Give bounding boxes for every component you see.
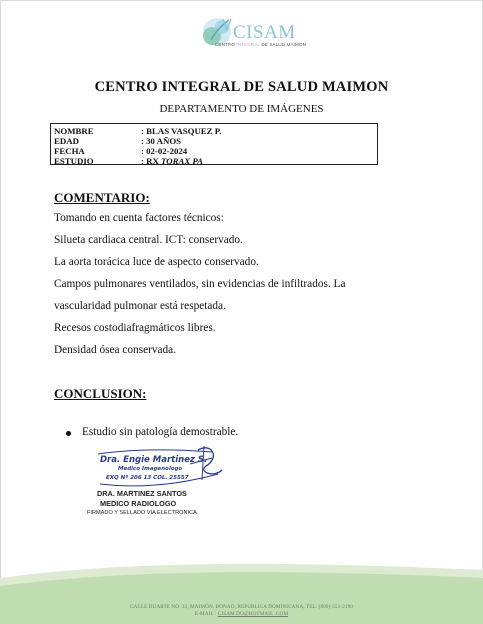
tagline-start: CENTRO [215,42,237,47]
signer-name: DRA. MARTINEZ SANTOS [97,489,187,498]
field-label: ESTUDIO [54,156,94,166]
field-value [141,156,203,166]
comment-line: Recesos costodiafragmáticos libres. [54,322,216,334]
stamp-ids: EXQ Nº 206 13 COL. 25557 [106,475,189,481]
signature-note: FIRMADO Y SELLADO VIA ELECTRONICA [87,510,197,516]
tagline-end: DE SALUD MAIMON [259,42,306,47]
cisam-logo [193,10,305,56]
comment-heading: COMENTARIO: [54,190,150,205]
department-title: DEPARTAMENTO DE IMÁGENES [159,103,324,115]
logo-brand: CISAM [233,22,296,43]
comment-line: Tomando en cuenta factores técnicos: [54,212,224,224]
field-value: : 30 AÑOS [141,136,182,146]
footer-address: CALLE DUARTE NO. 33, MAIMÓN, BONAO, REPUBLICA DOMINICANA, TEL: (809)-551-2190 [130,604,353,610]
signature-stamp [94,444,230,492]
stamp-role: Medico Imagenologo [118,466,183,472]
comment-line: Densidad ósea conservada. [54,344,177,356]
comment-line: vascularidad pulmonar está respetada. [54,300,226,312]
tagline-accent: INTEGRAL [236,42,260,47]
field-value: : 02-02-2024 [141,146,188,156]
bullet-icon [66,431,71,436]
study-name: TORAX PA [161,156,204,166]
comment-line: La aorta torácica luce de aspecto conservado. [54,256,259,268]
email-label: E-MAIL : [194,611,218,617]
field-label: EDAD [54,136,79,146]
field-label: FECHA [54,146,85,156]
study-prefix: : RX [141,156,162,166]
signer-role: MEDICO RADIOLOGO [100,499,177,508]
field-value: : BLAS VASQUEZ P. [141,126,222,136]
comment-line: Silueta cardiaca central. ICT: conservado. [54,234,243,246]
conclusion-heading: CONCLUSION: [54,386,147,401]
patient-info-box [50,123,378,165]
footer-contact [0,611,483,617]
field-label: NOMBRE [54,126,94,136]
email-link[interactable]: CISAM.DO@HOTMAIL .COM [217,611,289,617]
stamp-name: Dra. Engie Martinez S. [100,455,208,465]
comment-line: Campos pulmonares ventilados, sin evidencias de infiltrados. La [54,278,346,290]
conclusion-text: Estudio sin patología demostrable. [82,426,239,438]
logo-tagline [215,42,306,47]
center-title: CENTRO INTEGRAL DE SALUD MAIMON [94,79,389,95]
